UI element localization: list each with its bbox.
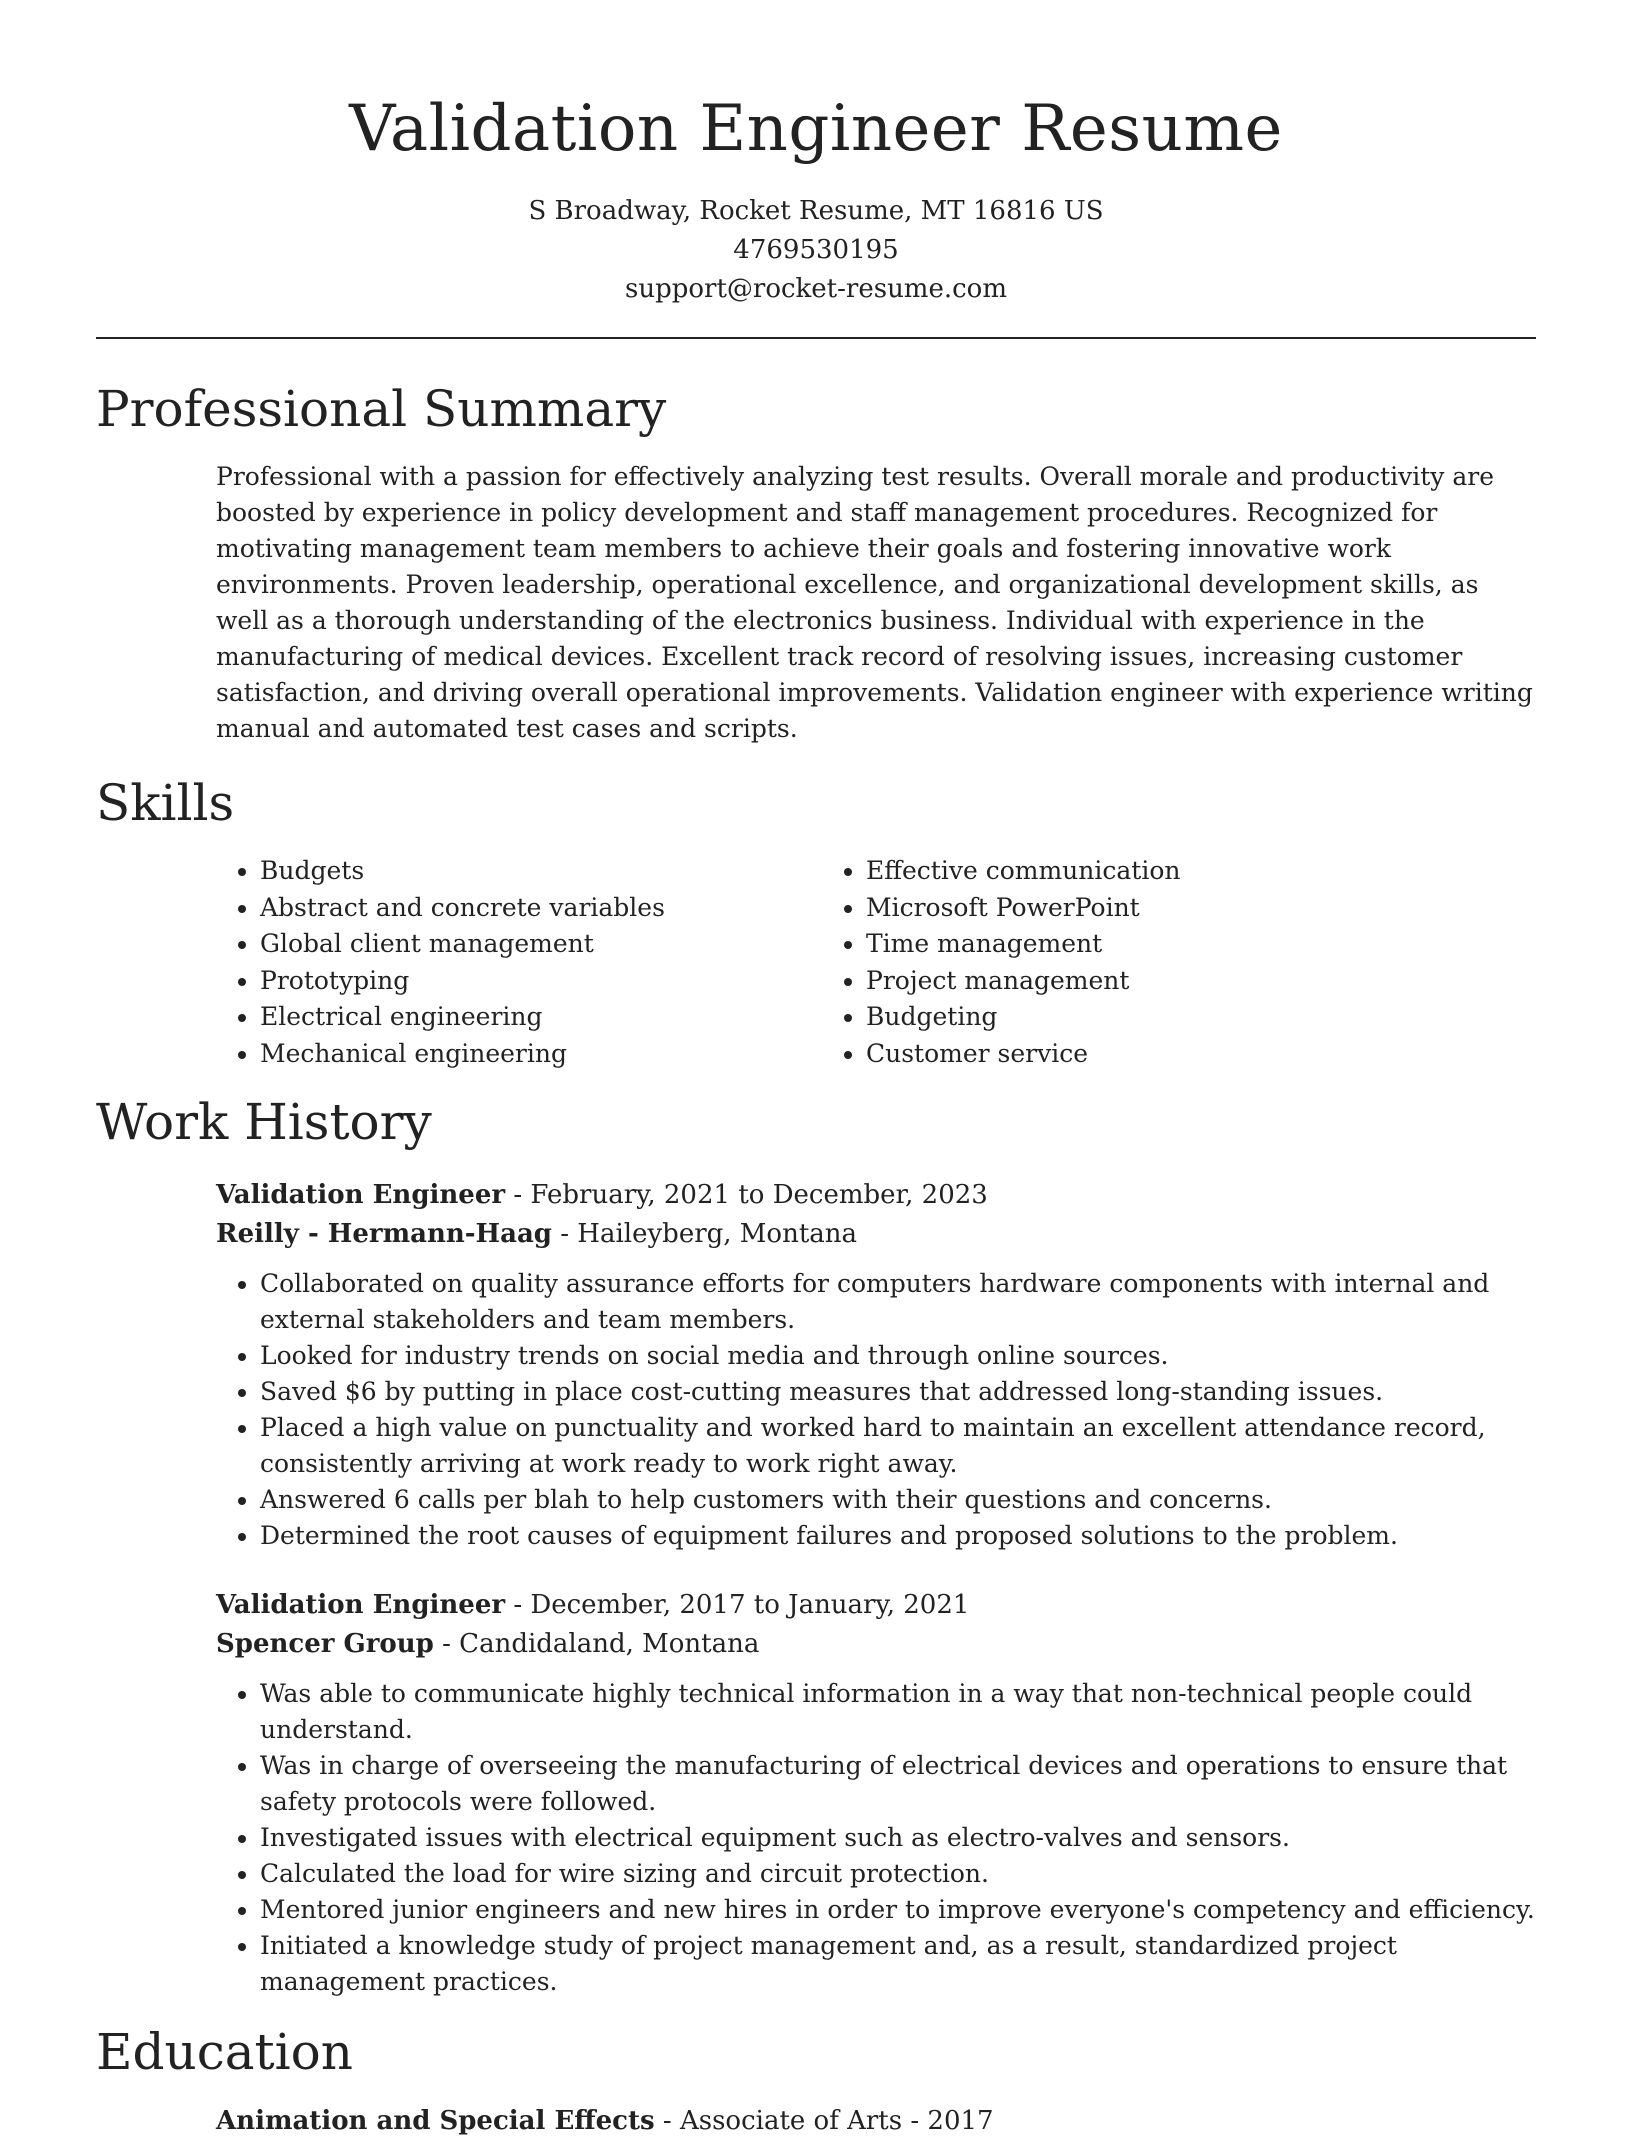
skills-columns [216,853,1536,1072]
contact-phone: 4769530195 [733,235,899,265]
skill-item: • Mechanical engineering [260,1036,822,1073]
job-bullet: • Was able to communicate highly technical information in a way that non-technical people could understand. [260,1676,1536,1748]
skills-section [96,771,1536,1072]
contact-address: S Broadway, Rocket Resume, MT 16816 US [528,196,1104,226]
education-degree: - Associate of Arts - 2017 [654,2106,994,2136]
job-bullet: • Initiated a knowledge study of project management and, as a result, standardized project management practices. [260,1928,1536,2000]
skill-item: • Abstract and concrete variables [260,890,822,927]
work-history-heading: Work History [96,1093,432,1151]
skill-item: • Project management [866,963,1536,1000]
job-company: Reilly - Hermann-Haag [216,1219,552,1249]
job-bullet: • Placed a high value on punctuality and worked hard to maintain an excellent attendance record, consistently arriving at work ready to work right away. [260,1410,1536,1482]
job-bullet: • Saved $6 by putting in place cost-cutting measures that addressed long-standing issues. [260,1374,1536,1410]
job-title: Validation Engineer [216,1180,506,1210]
skills-heading: Skills [96,774,235,832]
job-company-line [216,1625,1536,1664]
job-bullets [216,1266,1536,1554]
job-company: Spencer Group [216,1629,434,1659]
skill-item: • Global client management [260,926,822,963]
work-history-section [96,1090,1536,2000]
job-bullet: • Answered 6 calls per blah to help customers with their questions and concerns. [260,1482,1536,1518]
skill-item: • Customer service [866,1036,1536,1073]
job-location: - Haileyberg, Montana [551,1219,858,1249]
skills-list-left [216,853,822,1072]
skill-item: • Prototyping [260,963,822,1000]
job-bullet: • Determined the root causes of equipment failures and proposed solutions to the problem. [260,1518,1536,1554]
skills-list-right [822,853,1536,1072]
job-entry [216,1176,1536,1554]
resume-title: Validation Engineer Resume [349,92,1283,166]
skill-item: • Time management [866,926,1536,963]
job-title: Validation Engineer [216,1590,506,1620]
job-title-line [216,1176,1536,1215]
job-bullet: • Collaborated on quality assurance efforts for computers hardware components with internal and external stakeholders and team members. [260,1266,1536,1338]
contact-info [96,192,1536,309]
job-bullet: • Calculated the load for wire sizing and circuit protection. [260,1856,1536,1892]
skill-item: • Budgets [260,853,822,890]
job-dates: - February, 2021 to December, 2023 [505,1180,988,1210]
summary-section [96,377,1536,747]
skill-item: • Effective communication [866,853,1536,890]
header-divider [96,337,1536,339]
summary-heading: Professional Summary [96,380,667,438]
summary-text: Professional with a passion for effectively analyzing test results. Overall morale and productivity are boosted by experience in policy development and staff management procedures. Recognized for motivating management team members to achieve their goals and fostering innovative work environments. Proven leadership, operational excellence, and organizational development skills, as well as a thorough understanding of the electronics business. Individual with experience in the manufacturing of medical devices. Excellent track record of resolving issues, increasing customer satisfaction, and driving overall operational improvements. Validation engineer with experience writing manual and automated test cases and scripts. [216,462,1533,743]
education-entry [216,2102,1536,2141]
skill-item: • Microsoft PowerPoint [866,890,1536,927]
job-title-line [216,1586,1536,1625]
skill-item: • Budgeting [866,999,1536,1036]
resume-header [96,0,1536,309]
job-bullets [216,1676,1536,2000]
job-bullet: • Looked for industry trends on social media and through online sources. [260,1338,1536,1374]
job-company-line [216,1215,1536,1254]
job-location: - Candidaland, Montana [433,1629,760,1659]
job-entry [216,1586,1536,2000]
education-section [96,2020,1536,2141]
job-bullet: • Mentored junior engineers and new hires in order to improve everyone's competency and efficiency. [260,1892,1536,1928]
job-dates: - December, 2017 to January, 2021 [505,1590,970,1620]
contact-email: support@rocket-resume.com [624,274,1007,304]
education-field: Animation and Special Effects [216,2106,655,2136]
job-bullet: • Investigated issues with electrical equipment such as electro-valves and sensors. [260,1820,1536,1856]
skill-item: • Electrical engineering [260,999,822,1036]
job-bullet: • Was in charge of overseeing the manufacturing of electrical devices and operations to ensure that safety protocols were followed. [260,1748,1536,1820]
education-heading: Education [96,2023,353,2081]
